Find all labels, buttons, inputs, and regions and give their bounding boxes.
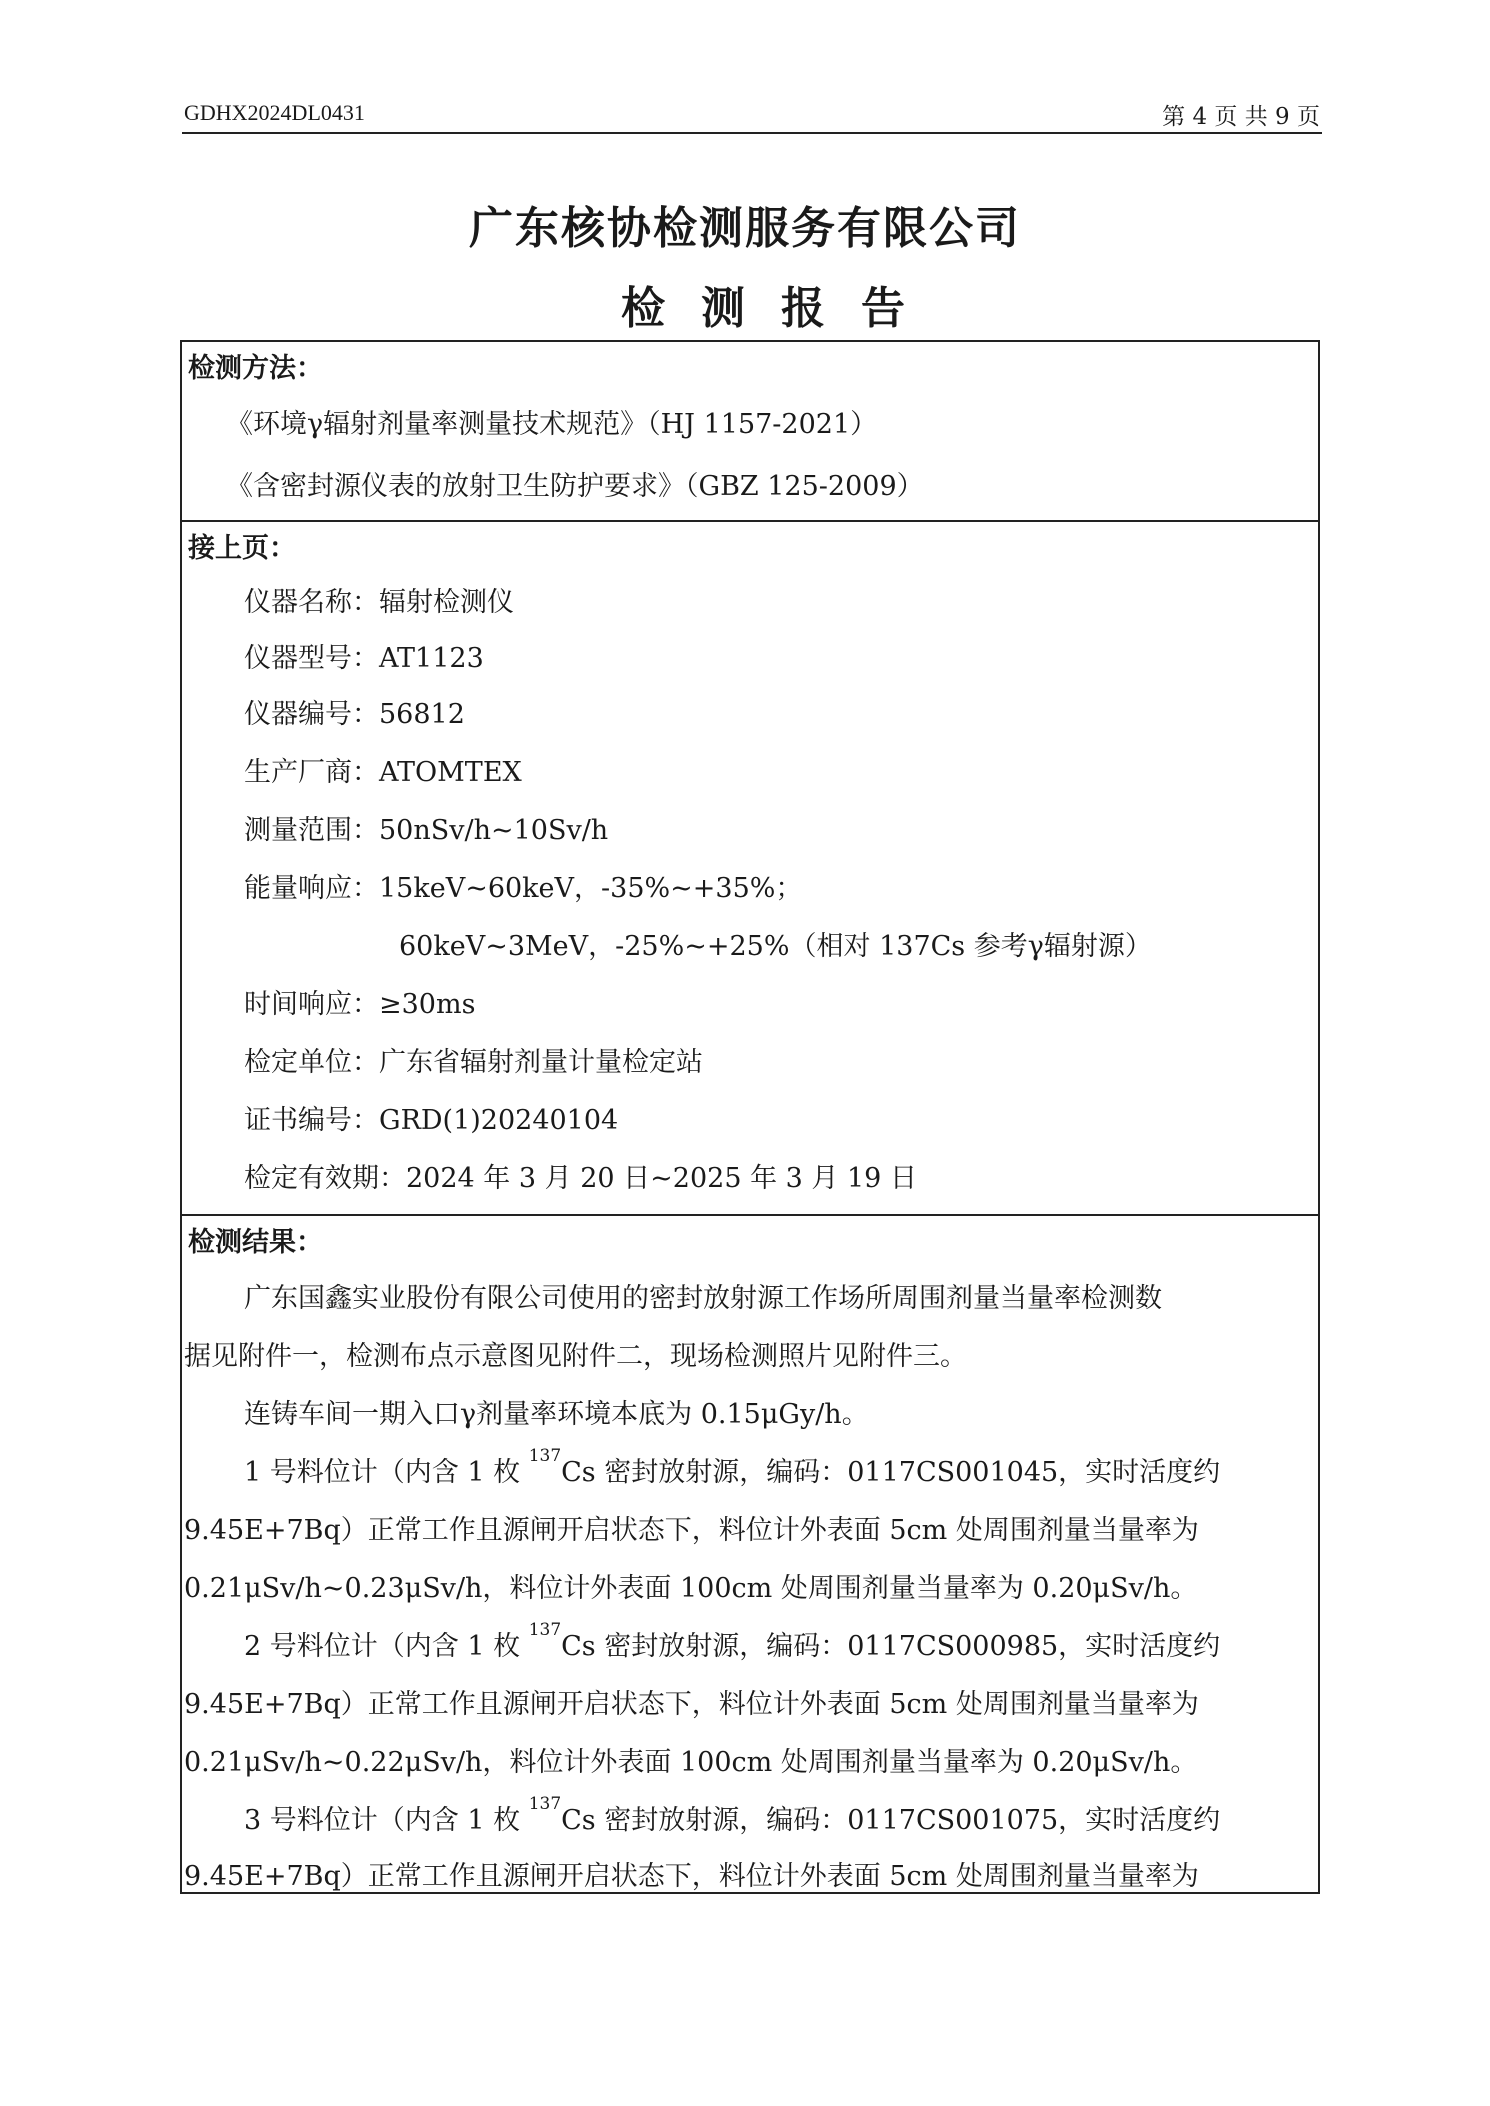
isotope-symbol: Cs	[561, 1805, 596, 1836]
gauge-3-text-b: 密封放射源，编码：0117CS001075，实时活度约	[595, 1805, 1221, 1836]
energy-response-value-2: 60keV~3MeV，-25%~+25%（相对 137Cs 参考γ辐射源）	[399, 931, 1152, 962]
instrument-range-value: 50nSv/h~10Sv/h	[379, 815, 609, 846]
instrument-heading: 接上页：	[188, 533, 296, 564]
time-response-value: ≥30ms	[379, 989, 476, 1020]
validity-value: 2024 年 3 月 20 日~2025 年 3 月 19 日	[406, 1163, 917, 1194]
energy-response-value-1: 15keV~60keV，-35%~+35%；	[379, 873, 803, 904]
result-paragraph-1-line-1: 广东国鑫实业股份有限公司使用的密封放射源工作场所周围剂量当量率检测数	[244, 1283, 1162, 1314]
isotope-symbol: Cs	[561, 1457, 596, 1488]
result-paragraph-1-line-2: 据见附件一，检测布点示意图见附件二，现场检测照片见附件三。	[184, 1341, 967, 1372]
instrument-name-value: 辐射检测仪	[379, 587, 514, 618]
gauge-2-line-1	[184, 1620, 1316, 1663]
instrument-serial-label: 仪器编号：	[244, 699, 379, 730]
page-info: 第 4 页 共 9 页	[1162, 104, 1320, 130]
isotope-mass: 137	[528, 1446, 562, 1466]
calibration-unit-row	[244, 1040, 703, 1079]
calibration-unit-value: 广东省辐射剂量计量检定站	[379, 1047, 703, 1078]
instrument-maker-value: ATOMTEX	[379, 757, 522, 788]
isotope-symbol: Cs	[561, 1631, 596, 1662]
report-title: 检测报告	[621, 283, 941, 334]
certificate-value: GRD(1)20240104	[379, 1105, 619, 1136]
standard-2: 《含密封源仪表的放射卫生防护要求》（GBZ 125-2009）	[226, 471, 924, 502]
validity-label: 检定有效期：	[244, 1163, 406, 1194]
standard-1: 《环境γ辐射剂量率测量技术规范》（HJ 1157-2021）	[226, 409, 878, 440]
instrument-model-value: AT1123	[379, 643, 484, 674]
gauge-1-text-a: 1 号料位计（内含 1 枚	[244, 1457, 529, 1488]
instrument-maker-row	[244, 750, 522, 789]
calibration-unit-label: 检定单位：	[244, 1047, 379, 1078]
gauge-3-text-a: 3 号料位计（内含 1 枚	[244, 1805, 529, 1836]
instrument-range-row	[244, 808, 608, 847]
gauge-2-text-a: 2 号料位计（内含 1 枚	[244, 1631, 529, 1662]
instrument-model-row	[244, 636, 484, 675]
gauge-1-line-2: 9.45E+7Bq）正常工作且源闸开启状态下，料位计外表面 5cm 处周围剂量当量率为	[184, 1515, 1199, 1546]
gauge-1-line-3: 0.21μSv/h~0.23μSv/h，料位计外表面 100cm 处周围剂量当量率为 0.20μSv/h。	[184, 1573, 1198, 1604]
page-header	[182, 96, 1322, 134]
certificate-row	[244, 1098, 618, 1137]
instrument-name-label: 仪器名称：	[244, 587, 379, 618]
validity-row	[244, 1156, 917, 1195]
gauge-2-line-3: 0.21μSv/h~0.22μSv/h，料位计外表面 100cm 处周围剂量当量率为 0.20μSv/h。	[184, 1747, 1198, 1778]
certificate-label: 证书编号：	[244, 1105, 379, 1136]
method-section	[182, 342, 1318, 520]
energy-response-row	[244, 866, 802, 905]
energy-response-label: 能量响应：	[244, 873, 379, 904]
instrument-maker-label: 生产厂商：	[244, 757, 379, 788]
report-body	[180, 340, 1320, 1894]
isotope-mass: 137	[528, 1794, 562, 1814]
instrument-section	[182, 520, 1318, 1214]
method-heading: 检测方法：	[188, 353, 323, 384]
instrument-range-label: 测量范围：	[244, 815, 379, 846]
time-response-label: 时间响应：	[244, 989, 379, 1020]
gauge-2-line-2: 9.45E+7Bq）正常工作且源闸开启状态下，料位计外表面 5cm 处周围剂量当量率为	[184, 1689, 1199, 1720]
instrument-name-row	[244, 580, 514, 619]
gauge-1-line-1	[184, 1446, 1316, 1489]
instrument-model-label: 仪器型号：	[244, 643, 379, 674]
company-name: 广东核协检测服务有限公司	[469, 203, 1021, 254]
gauge-1-text-b: 密封放射源，编码：0117CS001045，实时活度约	[595, 1457, 1221, 1488]
results-section	[182, 1214, 1318, 1894]
instrument-serial-row	[244, 692, 465, 731]
result-paragraph-2: 连铸车间一期入口γ剂量率环境本底为 0.15μGy/h。	[244, 1399, 869, 1430]
isotope-mass: 137	[528, 1620, 562, 1640]
time-response-row	[244, 982, 475, 1021]
gauge-2-text-b: 密封放射源，编码：0117CS000985，实时活度约	[595, 1631, 1221, 1662]
instrument-serial-value: 56812	[379, 699, 465, 730]
report-number: GDHX2024DL0431	[184, 100, 365, 125]
results-heading: 检测结果：	[188, 1227, 323, 1258]
gauge-3-line-2: 9.45E+7Bq）正常工作且源闸开启状态下，料位计外表面 5cm 处周围剂量当量率为	[184, 1861, 1199, 1892]
gauge-3-line-1	[184, 1794, 1316, 1837]
